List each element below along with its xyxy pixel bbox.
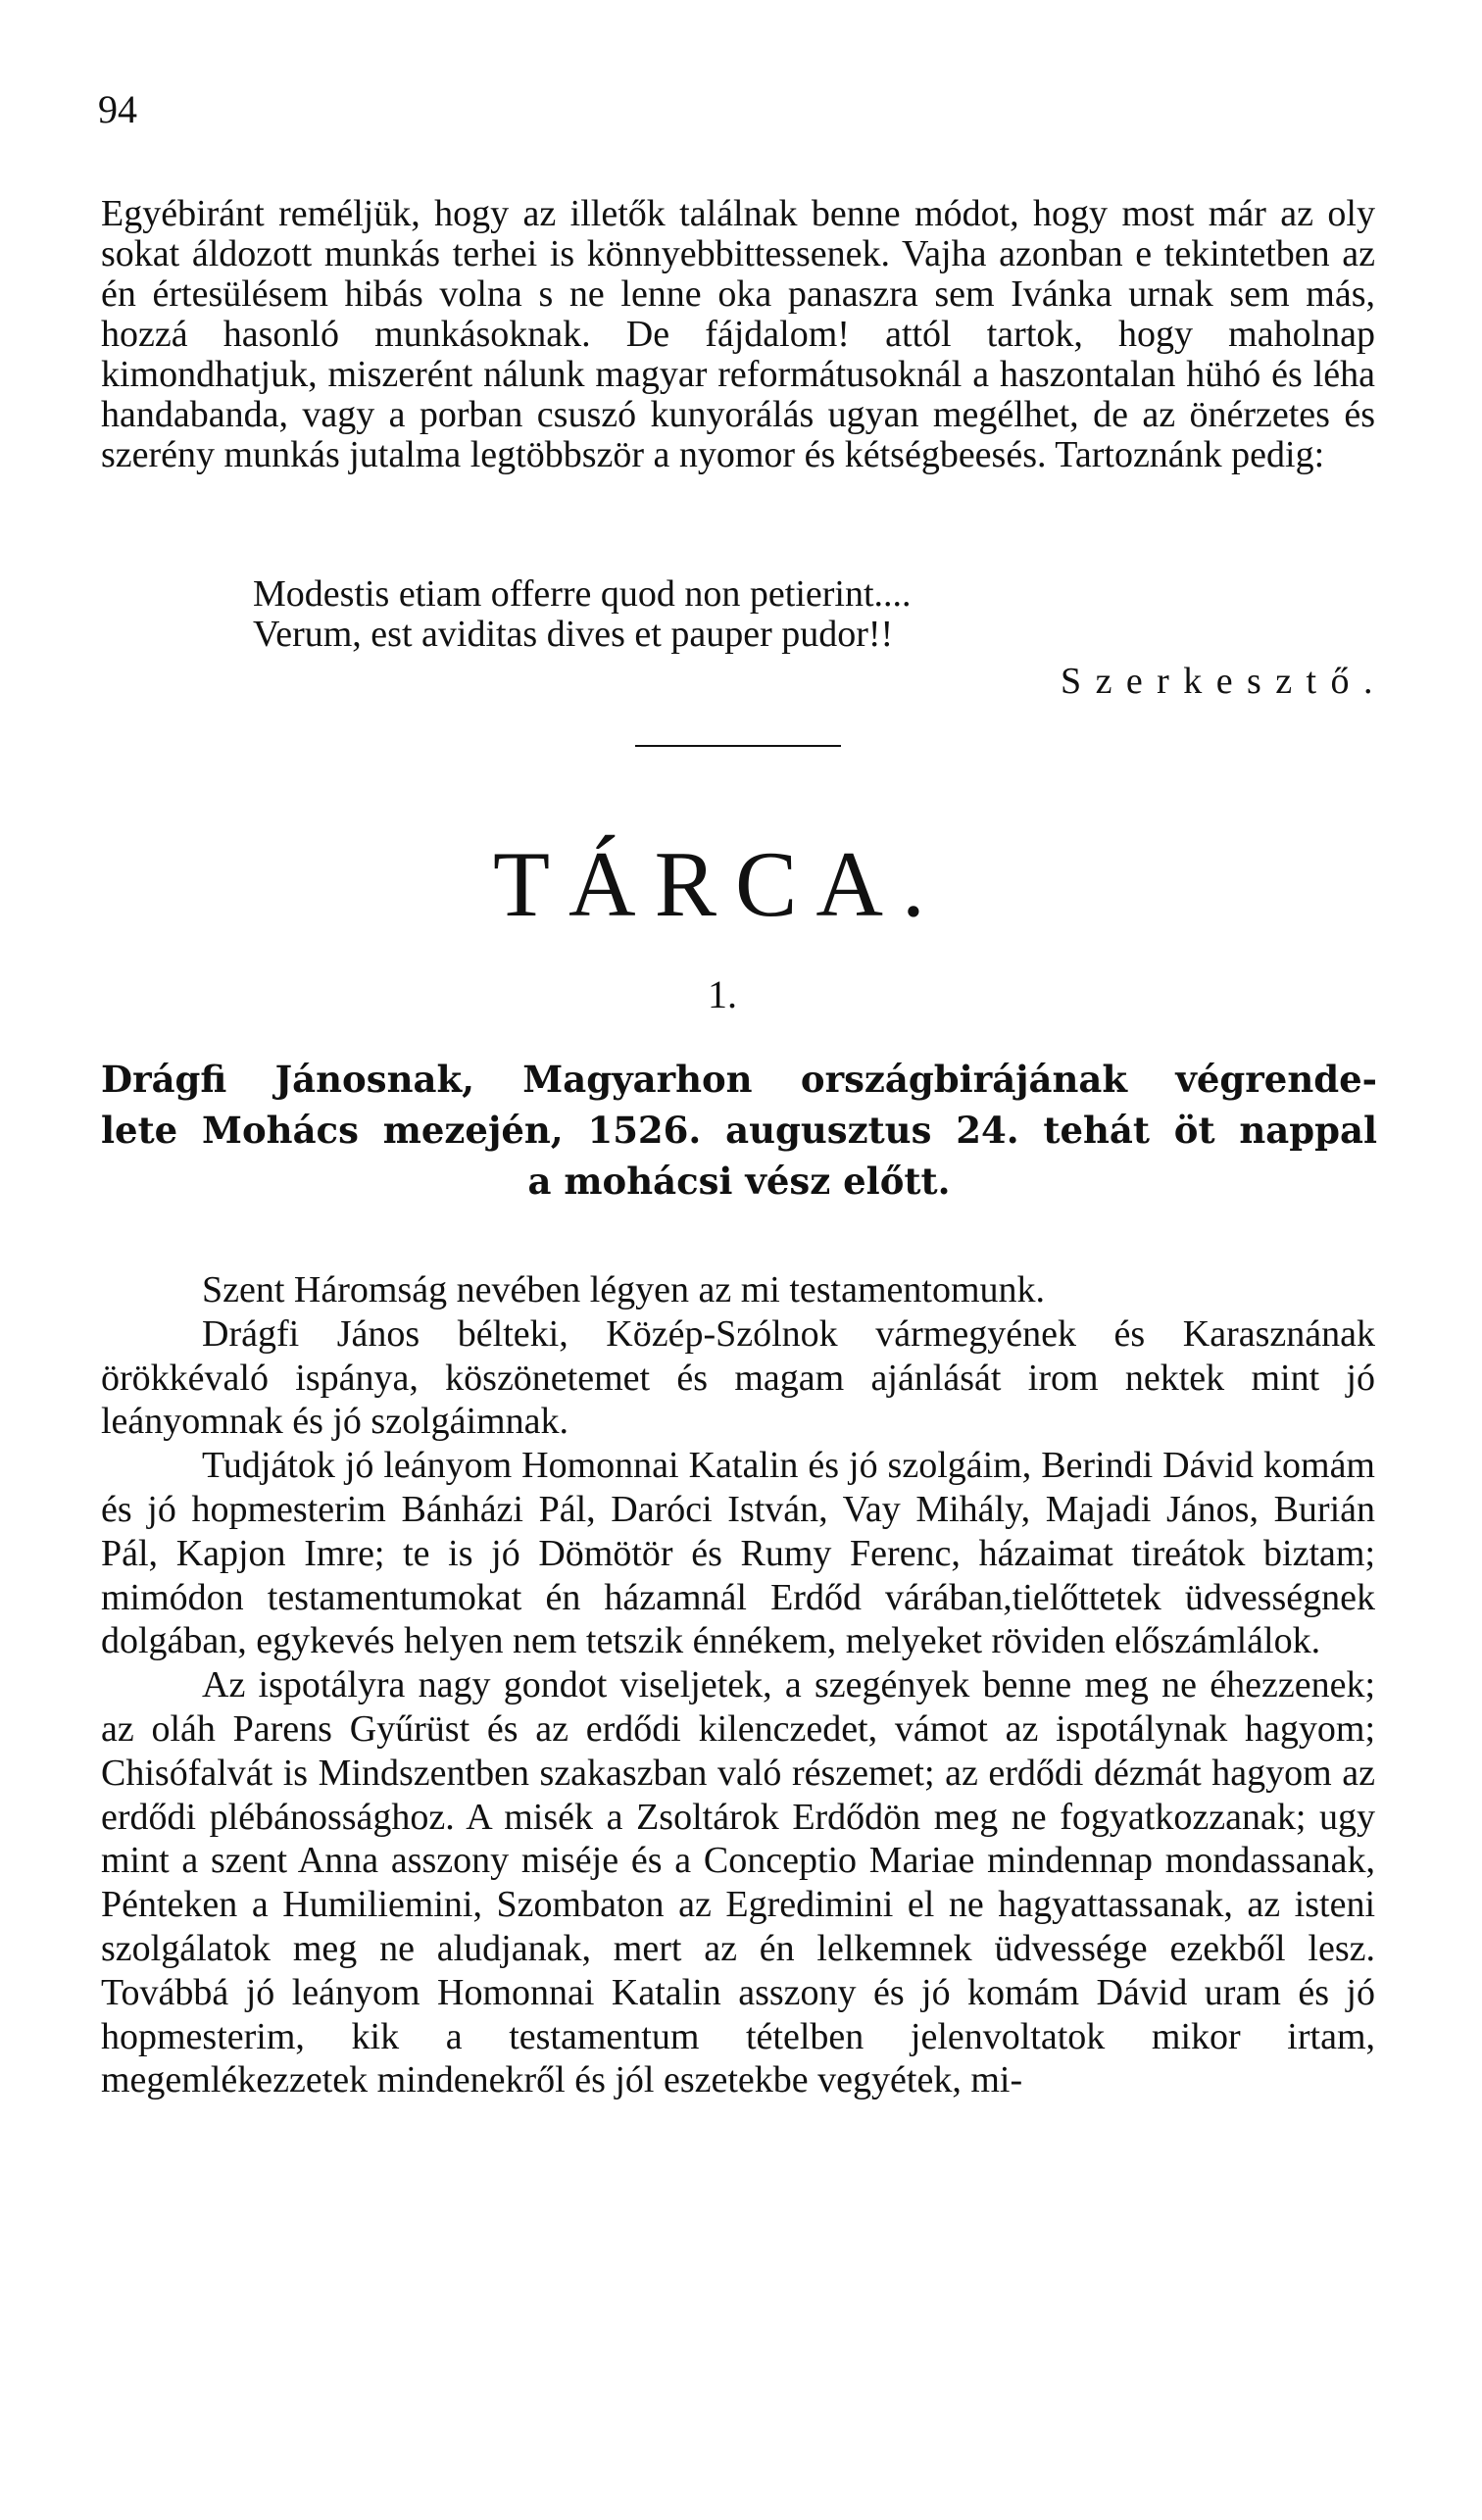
page-number: 94 [98, 87, 137, 131]
article-number: 1. [708, 972, 737, 1016]
latin-quote-line-2: Verum, est aviditas dives et pauper pudor!! [253, 614, 894, 655]
article-heading-line-3: a mohácsi vész előtt. [527, 1160, 951, 1203]
editorial-paragraph: Egyébiránt reméljük, hogy az illetők találnak benne módot, hogy most már az oly sokat áldozott munkás terhei is könnyebbittessenek. Vajha azonban e tekintetben az én értesülésem hibás volna s ne lenne oka panaszra sem Ivánka urnak sem más, hozzá hasonló munkásoknak. De fájdalom! attól tartok, hogy maholnap kimondhatjuk, miszerént nálunk magyar reformátusoknál a haszontalan hühó és léha handabanda, vagy a porban csuszó kunyorálás ugyan megélhet, de az önérzetes és szerény munkás jutalma legtöbbször a nyomor és kétségbeesés. Tartoznánk pedig: [101, 193, 1375, 475]
article-paragraph: Tudjátok jó leányom Homonnai Katalin és jó szolgáim, Berindi Dávid komám és jó hopmesterim Bánházi Pál, Daróci István, Vay Mihály, Majadi János, Burián Pál, Kapjon Imre; te is jó Dömötör és Rumy Ferenc, házaimat tireátok biztam; mimódon testamentumokat én házamnál Erdőd várában,tielőttetek üdvességnek dolgában, egykevés helyen nem tetszik énnékem, melyeket röviden előszámlálok. [101, 1445, 1375, 1662]
section-divider [635, 745, 841, 747]
article-paragraph: Szent Háromság nevében légyen az mi testamentomunk. [202, 1269, 1046, 1310]
editor-signature: Szerkesztő. [1061, 661, 1387, 702]
article-paragraph: Az ispotályra nagy gondot viseljetek, a szegények benne meg ne éhezzenek; az oláh Parens Gyűrüst és az erdődi kilenczedet, vámot az ispotálynak hagyom; Chisófalvát is Mindszentben szakaszban való részemet; az erdődi dézmát hagyom az erdődi plébánossághoz. A misék a Zsoltárok Erdődön meg ne fogyatkozzanak; ugy mint a szent Anna asszony miséje és a Conceptio Mariae mindennap mondassanak, Pénteken a Humiliemini, Szombaton az Egredimini el ne hagyattassanak, az isteni szolgálatok meg ne aludjanak, mert az én lelkemnek üdvessége ezekből lesz. Továbbá jó leányom Homonnai Katalin asszony és jó komám Dávid uram és jó hopmesterim, kik a testamentum tételben jelenvoltatok mikor irtam, megemlékezzetek mindenekről és jól eszetekbe vegyétek, mi- [101, 1664, 1375, 2101]
article-paragraph: Drágfi János bélteki, Közép-Szólnok vármegyének és Karasznának örökkévaló ispánya, köszönetemet és magam ajánlását irom nektek mint jó leányomnak és jó szolgáimnak. [101, 1312, 1375, 1443]
article-heading-line-2: lete Mohács mezején, 1526. augusztus 24. tehát öt nappal [101, 1109, 1377, 1152]
editorial-note [101, 194, 1375, 475]
section-title: TÁRCA. [493, 832, 944, 936]
article-body [101, 1268, 1375, 2102]
article-heading [101, 1054, 1377, 1207]
article-heading-line-1: Drágfi Jánosnak, Magyarhon országbirájának végrende- [101, 1058, 1377, 1101]
latin-quote-line-1: Modestis etiam offerre quod non petierint.... [253, 573, 912, 615]
